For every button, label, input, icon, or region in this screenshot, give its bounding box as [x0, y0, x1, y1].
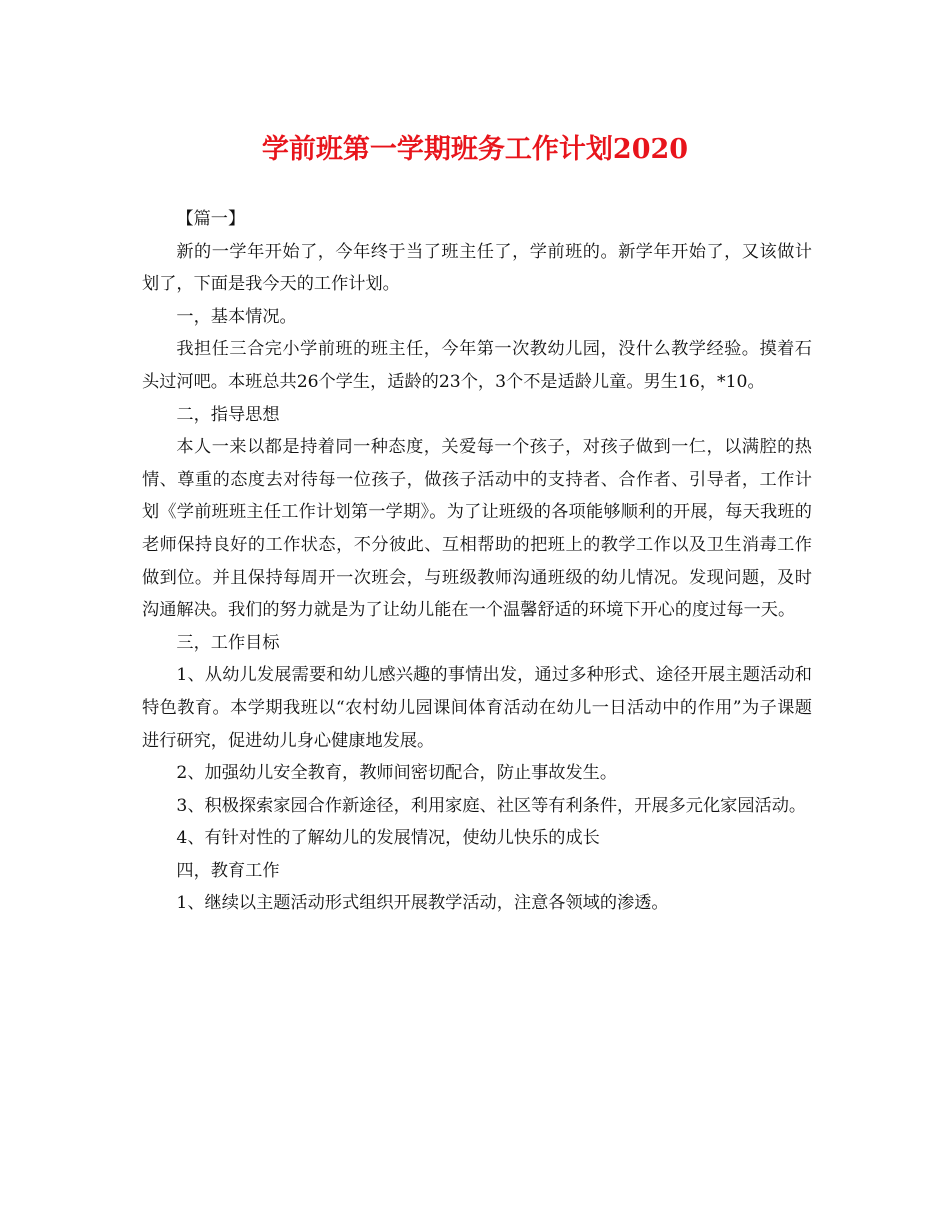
work-goal-item-1: 1、从幼儿发展需要和幼儿感兴趣的事情出发，通过多种形式、途径开展主题活动和特色教育。本学期我班以“农村幼儿园课间体育活动在幼儿一日活动中的作用”为子课题进行研究，促进幼儿身心健康地发展。 [142, 665, 812, 751]
work-goal-item-3: 3、积极探索家园合作新途径，利用家庭、社区等有利条件，开展多元化家园活动。 [176, 795, 807, 816]
document-body [142, 203, 812, 920]
heading-education-work: 四，教育工作 [176, 860, 280, 881]
work-goal-item-2: 2、加强幼儿安全教育，教师间密切配合，防止事故发生。 [176, 763, 618, 784]
document-title: 学前班第一学期班务工作计划2020 [261, 134, 689, 165]
heading-guiding-ideology: 二，指导思想 [176, 404, 280, 425]
work-goal-item-4: 4、有针对性的了解幼儿的发展情况，使幼儿快乐的成长 [176, 828, 600, 849]
intro-paragraph: 新的一学年开始了，今年终于当了班主任了，学前班的。新学年开始了，又该做计划了，下面是我今天的工作计划。 [142, 241, 812, 295]
heading-basic-situation: 一，基本情况。 [176, 306, 297, 327]
heading-work-goals: 三，工作目标 [176, 632, 280, 653]
education-work-item-1: 1、继续以主题活动形式组织开展教学活动，注意各领域的渗透。 [176, 893, 669, 914]
basic-situation-paragraph: 我担任三合完小学前班的班主任，今年第一次教幼儿园，没什么教学经验。摸着石头过河吧。本班总共26个学生，适龄的23个，3个不是适龄儿童。男生16，*10。 [142, 339, 812, 392]
guiding-ideology-paragraph: 本人一来以都是持着同一种态度，关爱每一个孩子，对孩子做到一仁，以满腔的热情、尊重的态度去对待每一位孩子，做孩子活动中的支持者、合作者、引导者，工作计划《学前班班主任工作计划第一学期》。为了让班级的各项能够顺利的开展，每天我班的老师保持良好的工作状态，不分彼此、互相帮助的把班上的教学工作以及卫生消毒工作做到位。并且保持每周开一次班会，与班级教师沟通班级的幼儿情况。发现问题，及时沟通解决。我们的努力就是为了让幼儿能在一个温馨舒适的环境下开心的度过每一天。 [142, 437, 812, 621]
section-marker-part-one: 【篇一】 [176, 209, 246, 229]
